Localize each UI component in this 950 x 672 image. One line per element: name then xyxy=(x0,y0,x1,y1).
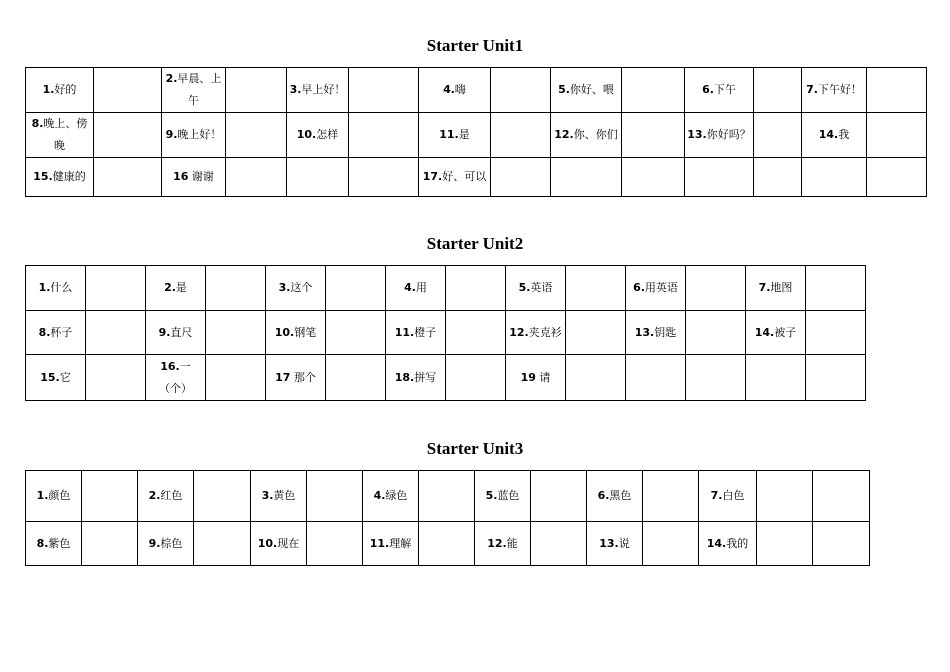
item-number: 4. xyxy=(404,281,416,294)
answer-blank-cell[interactable] xyxy=(194,522,251,566)
answer-blank-cell[interactable] xyxy=(531,471,587,522)
unit3-title: Starter Unit3 xyxy=(426,439,524,458)
item-number: 12. xyxy=(509,325,529,339)
answer-blank-cell[interactable] xyxy=(349,113,419,158)
chinese-prompt: 早晨、上午 xyxy=(177,72,222,107)
vocab-prompt-cell xyxy=(506,311,566,355)
item-number: 13. xyxy=(599,536,619,550)
vocab-row xyxy=(26,266,866,311)
empty-cell xyxy=(813,522,870,566)
answer-blank-cell[interactable] xyxy=(806,311,866,355)
answer-blank-cell[interactable] xyxy=(82,522,138,566)
chinese-prompt: 怎样 xyxy=(316,128,339,141)
answer-blank-cell[interactable] xyxy=(757,471,813,522)
item-number: 7. xyxy=(758,281,771,294)
item-number: 3. xyxy=(278,281,291,294)
chinese-prompt: 下午 xyxy=(713,83,736,96)
item-number: 6. xyxy=(633,281,645,294)
item-number: 9. xyxy=(148,536,161,550)
vocab-prompt-cell xyxy=(685,113,754,158)
answer-blank-cell[interactable] xyxy=(446,355,506,401)
item-number: 7. xyxy=(710,489,723,502)
chinese-prompt: 那个 xyxy=(290,370,316,384)
item-number: 2. xyxy=(148,489,161,502)
vocab-prompt-cell xyxy=(266,311,326,355)
vocab-row xyxy=(26,113,927,158)
vocab-row xyxy=(26,522,870,566)
answer-blank-cell[interactable] xyxy=(622,68,685,113)
vocab-prompt-cell xyxy=(626,311,686,355)
chinese-prompt: 地图 xyxy=(770,281,793,294)
chinese-prompt: 直尺 xyxy=(170,325,193,339)
vocab-row xyxy=(26,471,870,522)
vocab-prompt-cell xyxy=(162,158,226,197)
vocab-prompt-cell xyxy=(138,522,194,566)
empty-cell xyxy=(813,471,870,522)
item-number: 6. xyxy=(702,83,714,96)
vocab-prompt-cell xyxy=(699,522,757,566)
answer-blank-cell[interactable] xyxy=(206,266,266,311)
chinese-prompt: 它 xyxy=(59,370,71,384)
chinese-prompt: 一（个） xyxy=(159,359,192,395)
item-number: 12. xyxy=(487,536,507,550)
item-number: 2. xyxy=(165,72,178,85)
vocab-prompt-cell xyxy=(506,266,566,311)
chinese-prompt: 说 xyxy=(618,536,630,550)
answer-blank-cell[interactable] xyxy=(491,113,551,158)
chinese-prompt: 颜色 xyxy=(48,489,71,502)
vocab-prompt-cell xyxy=(685,158,754,197)
answer-blank-cell[interactable] xyxy=(643,471,699,522)
chinese-prompt: 是 xyxy=(458,128,470,141)
vocab-prompt-cell xyxy=(746,311,806,355)
item-number: 15. xyxy=(40,370,60,384)
vocab-prompt-cell xyxy=(162,113,226,158)
answer-blank-cell[interactable] xyxy=(566,311,626,355)
vocab-prompt-cell xyxy=(386,266,446,311)
item-number: 15. xyxy=(33,170,53,183)
chinese-prompt: 绿色 xyxy=(385,489,408,502)
chinese-prompt: 蓝色 xyxy=(497,489,520,502)
chinese-prompt: 现在 xyxy=(277,536,300,550)
vocab-prompt-cell xyxy=(266,355,326,401)
vocab-prompt-cell xyxy=(746,355,806,401)
item-number: 8. xyxy=(36,536,49,550)
answer-blank-cell[interactable] xyxy=(446,311,506,355)
item-number: 16 xyxy=(173,170,189,183)
answer-blank-cell[interactable] xyxy=(867,158,927,197)
chinese-prompt: 你好吗？ xyxy=(706,128,751,141)
item-number: 7. xyxy=(806,83,818,96)
answer-blank-cell[interactable] xyxy=(754,158,802,197)
chinese-prompt: 红色 xyxy=(160,489,183,502)
answer-blank-cell[interactable] xyxy=(86,266,146,311)
vocab-prompt-cell xyxy=(551,68,622,113)
answer-blank-cell[interactable] xyxy=(643,522,699,566)
answer-blank-cell[interactable] xyxy=(82,471,138,522)
answer-blank-cell[interactable] xyxy=(86,355,146,401)
vocab-prompt-cell xyxy=(251,471,307,522)
vocab-prompt-cell xyxy=(26,311,86,355)
item-number: 8. xyxy=(31,117,44,130)
vocab-row xyxy=(26,355,866,401)
item-number: 11. xyxy=(394,325,415,339)
item-number: 4. xyxy=(443,83,455,96)
answer-blank-cell[interactable] xyxy=(326,266,386,311)
answer-blank-cell[interactable] xyxy=(419,471,475,522)
answer-blank-cell[interactable] xyxy=(226,158,287,197)
vocab-prompt-cell xyxy=(699,471,757,522)
vocab-prompt-cell xyxy=(146,355,206,401)
chinese-prompt: 棕色 xyxy=(160,536,183,550)
vocab-prompt-cell xyxy=(146,311,206,355)
chinese-prompt: 这个 xyxy=(290,281,313,294)
chinese-prompt: 钢笔 xyxy=(294,325,317,339)
answer-blank-cell[interactable] xyxy=(806,355,866,401)
chinese-prompt: 好、可以 xyxy=(442,170,487,183)
answer-blank-cell[interactable] xyxy=(566,266,626,311)
answer-blank-cell[interactable] xyxy=(686,311,746,355)
vocab-prompt-cell xyxy=(146,266,206,311)
answer-blank-cell[interactable] xyxy=(94,113,162,158)
item-number: 12. xyxy=(554,128,574,141)
chinese-prompt: 紫色 xyxy=(48,536,71,550)
answer-blank-cell[interactable] xyxy=(94,158,162,197)
vocab-prompt-cell xyxy=(802,68,867,113)
item-number: 11. xyxy=(439,128,459,141)
item-number: 17 xyxy=(275,370,291,384)
vocab-prompt-cell xyxy=(287,158,349,197)
item-number: 19 xyxy=(520,370,536,384)
vocab-prompt-cell xyxy=(587,471,643,522)
chinese-prompt: 黑色 xyxy=(609,489,632,502)
unit3-vocab-table xyxy=(25,470,870,566)
item-number: 1. xyxy=(36,489,49,502)
answer-blank-cell[interactable] xyxy=(686,355,746,401)
item-number: 9. xyxy=(165,128,178,141)
item-number: 14. xyxy=(706,536,727,550)
answer-blank-cell[interactable] xyxy=(349,68,419,113)
vocab-prompt-cell xyxy=(287,113,349,158)
answer-blank-cell[interactable] xyxy=(307,522,363,566)
chinese-prompt: 下午好！ xyxy=(817,83,862,96)
chinese-prompt: 你好、喂 xyxy=(569,83,614,96)
unit2-vocab-table xyxy=(25,265,866,401)
item-number: 14. xyxy=(818,128,839,141)
vocab-prompt-cell xyxy=(587,522,643,566)
answer-blank-cell[interactable] xyxy=(226,68,287,113)
vocab-prompt-cell xyxy=(685,68,754,113)
vocab-prompt-cell xyxy=(363,471,419,522)
item-number: 5. xyxy=(485,489,498,502)
chinese-prompt: 橙子 xyxy=(414,325,437,339)
vocab-prompt-cell xyxy=(26,522,82,566)
chinese-prompt: 早上好！ xyxy=(301,83,346,96)
vocab-prompt-cell xyxy=(419,158,491,197)
answer-blank-cell[interactable] xyxy=(754,68,802,113)
answer-blank-cell[interactable] xyxy=(622,113,685,158)
answer-blank-cell[interactable] xyxy=(806,266,866,311)
item-number: 17. xyxy=(422,170,443,183)
item-number: 16. xyxy=(160,359,180,373)
vocab-prompt-cell xyxy=(26,355,86,401)
vocab-prompt-cell xyxy=(251,522,307,566)
answer-blank-cell[interactable] xyxy=(349,158,419,197)
item-number: 6. xyxy=(597,489,610,502)
item-number: 5. xyxy=(558,83,570,96)
item-number: 10. xyxy=(257,536,278,550)
answer-blank-cell[interactable] xyxy=(757,522,813,566)
answer-blank-cell[interactable] xyxy=(419,522,475,566)
item-number: 8. xyxy=(38,325,51,339)
chinese-prompt: 什么 xyxy=(50,281,73,294)
answer-blank-cell[interactable] xyxy=(326,355,386,401)
vocab-prompt-cell xyxy=(26,266,86,311)
answer-blank-cell[interactable] xyxy=(194,471,251,522)
item-number: 5. xyxy=(518,281,531,294)
vocab-prompt-cell xyxy=(26,158,94,197)
vocab-prompt-cell xyxy=(475,522,531,566)
answer-blank-cell[interactable] xyxy=(566,355,626,401)
unit1-vocab-table xyxy=(25,67,927,197)
chinese-prompt: 夹克衫 xyxy=(528,325,562,339)
vocab-prompt-cell xyxy=(266,266,326,311)
answer-blank-cell[interactable] xyxy=(206,355,266,401)
chinese-prompt: 被子 xyxy=(774,325,797,339)
vocab-prompt-cell xyxy=(386,355,446,401)
chinese-prompt: 英语 xyxy=(530,281,553,294)
item-number: 10. xyxy=(296,128,317,141)
vocab-prompt-cell xyxy=(626,355,686,401)
chinese-prompt: 用英语 xyxy=(644,281,678,294)
answer-blank-cell[interactable] xyxy=(446,266,506,311)
vocab-prompt-cell xyxy=(26,113,94,158)
item-number: 3. xyxy=(261,489,274,502)
chinese-prompt: 理解 xyxy=(389,536,412,550)
chinese-prompt: 晚上好！ xyxy=(177,128,222,141)
vocab-prompt-cell xyxy=(138,471,194,522)
answer-blank-cell[interactable] xyxy=(622,158,685,197)
item-number: 13. xyxy=(634,325,655,339)
chinese-prompt: 健康的 xyxy=(52,170,86,183)
vocab-prompt-cell xyxy=(802,113,867,158)
vocab-row xyxy=(26,311,866,355)
vocab-prompt-cell xyxy=(419,113,491,158)
answer-blank-cell[interactable] xyxy=(326,311,386,355)
vocab-prompt-cell xyxy=(287,68,349,113)
chinese-prompt: 钥匙 xyxy=(654,325,677,339)
answer-blank-cell[interactable] xyxy=(686,266,746,311)
chinese-prompt: 能 xyxy=(506,536,518,550)
item-number: 14. xyxy=(754,325,775,339)
answer-blank-cell[interactable] xyxy=(206,311,266,355)
answer-blank-cell[interactable] xyxy=(86,311,146,355)
chinese-prompt: 请 xyxy=(535,370,551,384)
vocab-prompt-cell xyxy=(386,311,446,355)
vocab-prompt-cell xyxy=(746,266,806,311)
chinese-prompt: 嗨 xyxy=(454,83,466,96)
vocab-prompt-cell xyxy=(363,522,419,566)
vocab-prompt-cell xyxy=(26,68,94,113)
item-number: 4. xyxy=(373,489,386,502)
chinese-prompt: 晚上、傍晚 xyxy=(43,117,88,152)
chinese-prompt: 我 xyxy=(838,128,850,141)
chinese-prompt: 我的 xyxy=(726,536,749,550)
answer-blank-cell[interactable] xyxy=(491,158,551,197)
vocab-prompt-cell xyxy=(475,471,531,522)
item-number: 9. xyxy=(158,325,171,339)
answer-blank-cell[interactable] xyxy=(531,522,587,566)
vocab-prompt-cell xyxy=(626,266,686,311)
chinese-prompt: 谢谢 xyxy=(188,170,214,183)
vocab-row xyxy=(26,158,927,197)
chinese-prompt: 你、你们 xyxy=(573,128,618,141)
answer-blank-cell[interactable] xyxy=(754,113,802,158)
chinese-prompt: 杯子 xyxy=(50,325,73,339)
vocab-prompt-cell xyxy=(802,158,867,197)
vocab-prompt-cell xyxy=(419,68,491,113)
answer-blank-cell[interactable] xyxy=(867,68,927,113)
chinese-prompt: 用 xyxy=(415,281,427,294)
chinese-prompt: 是 xyxy=(175,281,187,294)
item-number: 1. xyxy=(42,83,55,96)
answer-blank-cell[interactable] xyxy=(94,68,162,113)
item-number: 3. xyxy=(289,83,302,96)
item-number: 10. xyxy=(274,325,295,339)
answer-blank-cell[interactable] xyxy=(307,471,363,522)
vocab-prompt-cell xyxy=(551,158,622,197)
chinese-prompt: 黄色 xyxy=(273,489,296,502)
vocab-prompt-cell xyxy=(506,355,566,401)
unit1-title: Starter Unit1 xyxy=(426,36,524,55)
item-number: 2. xyxy=(164,281,176,294)
chinese-prompt: 拼写 xyxy=(414,370,437,384)
item-number: 18. xyxy=(394,370,415,384)
answer-blank-cell[interactable] xyxy=(491,68,551,113)
vocab-prompt-cell xyxy=(26,471,82,522)
answer-blank-cell[interactable] xyxy=(867,113,927,158)
item-number: 13. xyxy=(687,128,707,141)
vocab-prompt-cell xyxy=(162,68,226,113)
vocab-prompt-cell xyxy=(551,113,622,158)
unit2-title: Starter Unit2 xyxy=(426,234,524,253)
item-number: 1. xyxy=(38,281,51,294)
chinese-prompt: 白色 xyxy=(722,489,745,502)
vocab-row xyxy=(26,68,927,113)
answer-blank-cell[interactable] xyxy=(226,113,287,158)
chinese-prompt: 好的 xyxy=(54,83,77,96)
item-number: 11. xyxy=(369,536,390,550)
